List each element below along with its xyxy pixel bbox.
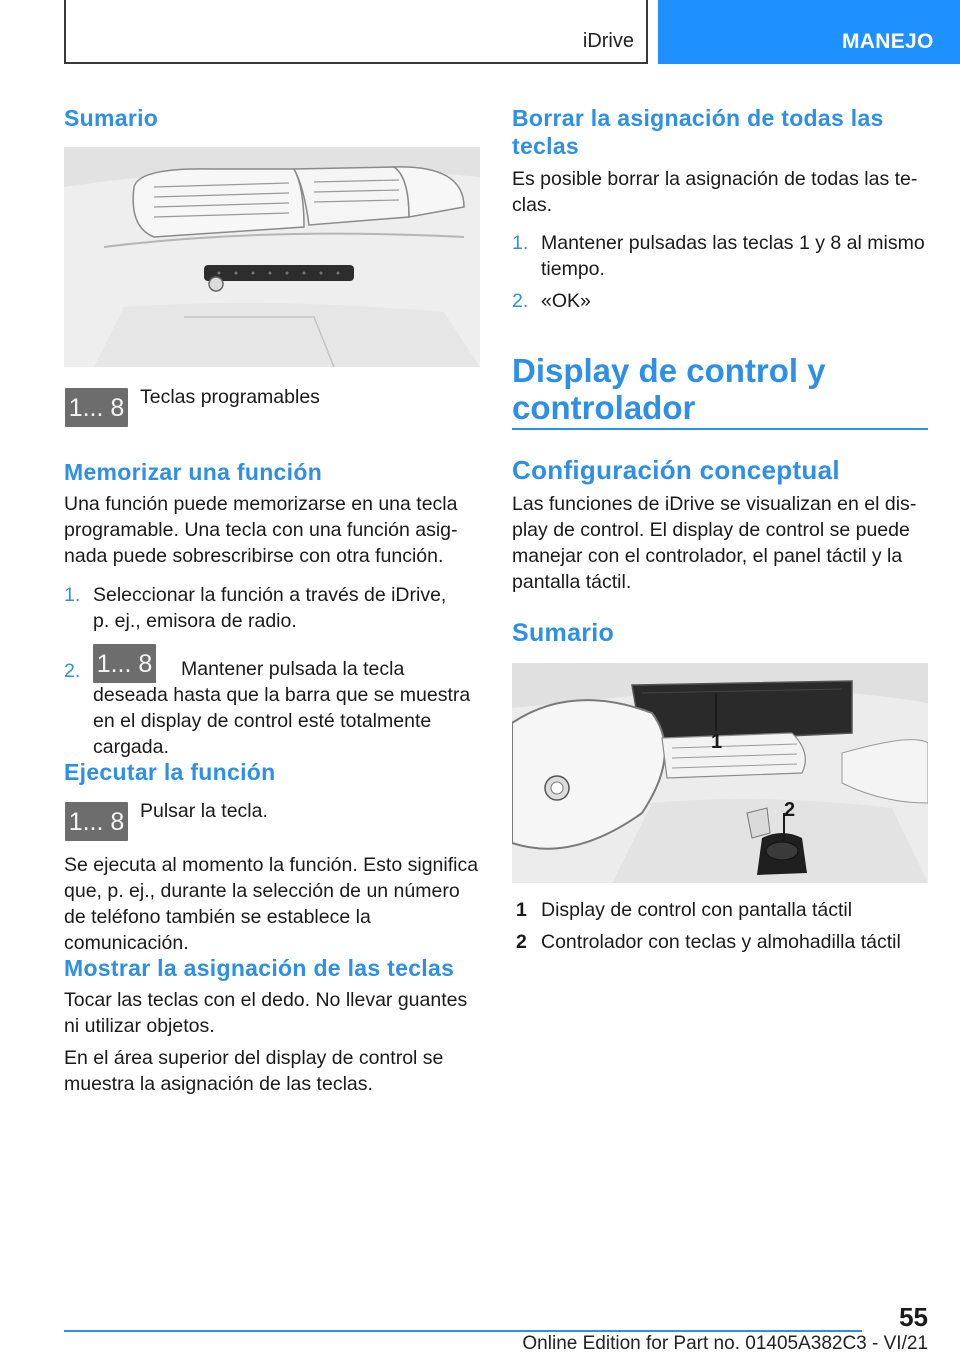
page-number: 55 xyxy=(899,1302,928,1332)
figure-caption: Teclas programables xyxy=(140,386,320,408)
header-section-label: iDrive xyxy=(582,30,634,52)
step-number: 2. xyxy=(64,660,81,682)
step-number: 2. xyxy=(512,290,529,312)
step-text: Mantener pulsadas las teclas 1 y 8 al mismo tiempo. xyxy=(541,232,925,280)
step-text: Mantener pulsada la tecla deseada hasta que la barra que se muestra en el display de control esté totalmente cargada. xyxy=(93,658,471,758)
footer-edition: Online Edition for Part no. 01405A382C3 - VI/21 xyxy=(522,1333,928,1354)
borrar-heading: Borrar la asignación de todas las teclas xyxy=(512,105,884,159)
ejecutar-action: Pulsar la tecla. xyxy=(140,800,268,822)
header-chapter-tab xyxy=(658,0,960,64)
legend-number: 1 xyxy=(516,899,527,921)
ejecutar-heading: Ejecutar la función xyxy=(64,759,276,785)
mostrar-paragraph-2: En el área superior del display de control se muestra la asignación de las teclas. xyxy=(64,1047,444,1095)
programmable-key-icon: 1... 8 xyxy=(65,802,128,841)
config-body: Las funciones de iDrive se visualizan en el display de control. El display de control se puede manejar con el controlador, el panel táctil y la pantalla táctil. xyxy=(512,493,917,593)
sumario-heading: Sumario xyxy=(64,105,159,131)
step-text: «OK» xyxy=(541,290,591,312)
figure-callout-1: 1 xyxy=(711,731,723,753)
programmable-key-icon: 1... 8 xyxy=(93,644,156,683)
step-number: 1. xyxy=(512,232,529,254)
footer-divider xyxy=(64,1330,862,1332)
config-heading: Configuración conceptual xyxy=(512,455,840,485)
borrar-intro: Es posible borrar la asignación de todas las teclas. xyxy=(512,168,918,216)
section-divider xyxy=(512,428,928,430)
step-text: Seleccionar la función a través de iDrive, p. ej., emisora de radio. xyxy=(93,584,447,632)
ejecutar-body: Se ejecuta al momento la función. Esto significa que, p. ej., durante la selección de un número de teléfono también se establece la comunicación. xyxy=(64,854,479,954)
legend-text: Controlador con teclas y almohadilla táctil xyxy=(541,931,901,953)
display-heading: Display de control y controlador xyxy=(512,352,826,426)
legend-number: 2 xyxy=(516,931,527,953)
sumario2-heading: Sumario xyxy=(512,619,615,647)
dashboard-illustration xyxy=(64,147,480,367)
mostrar-paragraph-1: Tocar las teclas con el dedo. No llevar guantes ni utilizar objetos. xyxy=(64,989,468,1037)
legend-text: Display de control con pantalla táctil xyxy=(541,899,853,921)
step-number: 1. xyxy=(64,584,81,606)
memorizar-intro: Una función puede memorizarse en una tecla programable. Una tecla con una función asignada puede sobrescribirse con otra función. xyxy=(64,493,458,567)
mostrar-heading: Mostrar la asignación de las teclas xyxy=(64,955,455,981)
figure-callout-2: 2 xyxy=(784,799,796,821)
header-chapter-label: MANEJO xyxy=(842,30,934,53)
memorizar-heading: Memorizar una función xyxy=(64,459,323,485)
programmable-key-icon: 1... 8 xyxy=(65,388,128,427)
dashboard-buttons-image xyxy=(64,147,480,367)
cockpit-illustration xyxy=(512,663,928,883)
header-section-tab xyxy=(64,0,648,64)
cockpit-image xyxy=(512,663,928,883)
